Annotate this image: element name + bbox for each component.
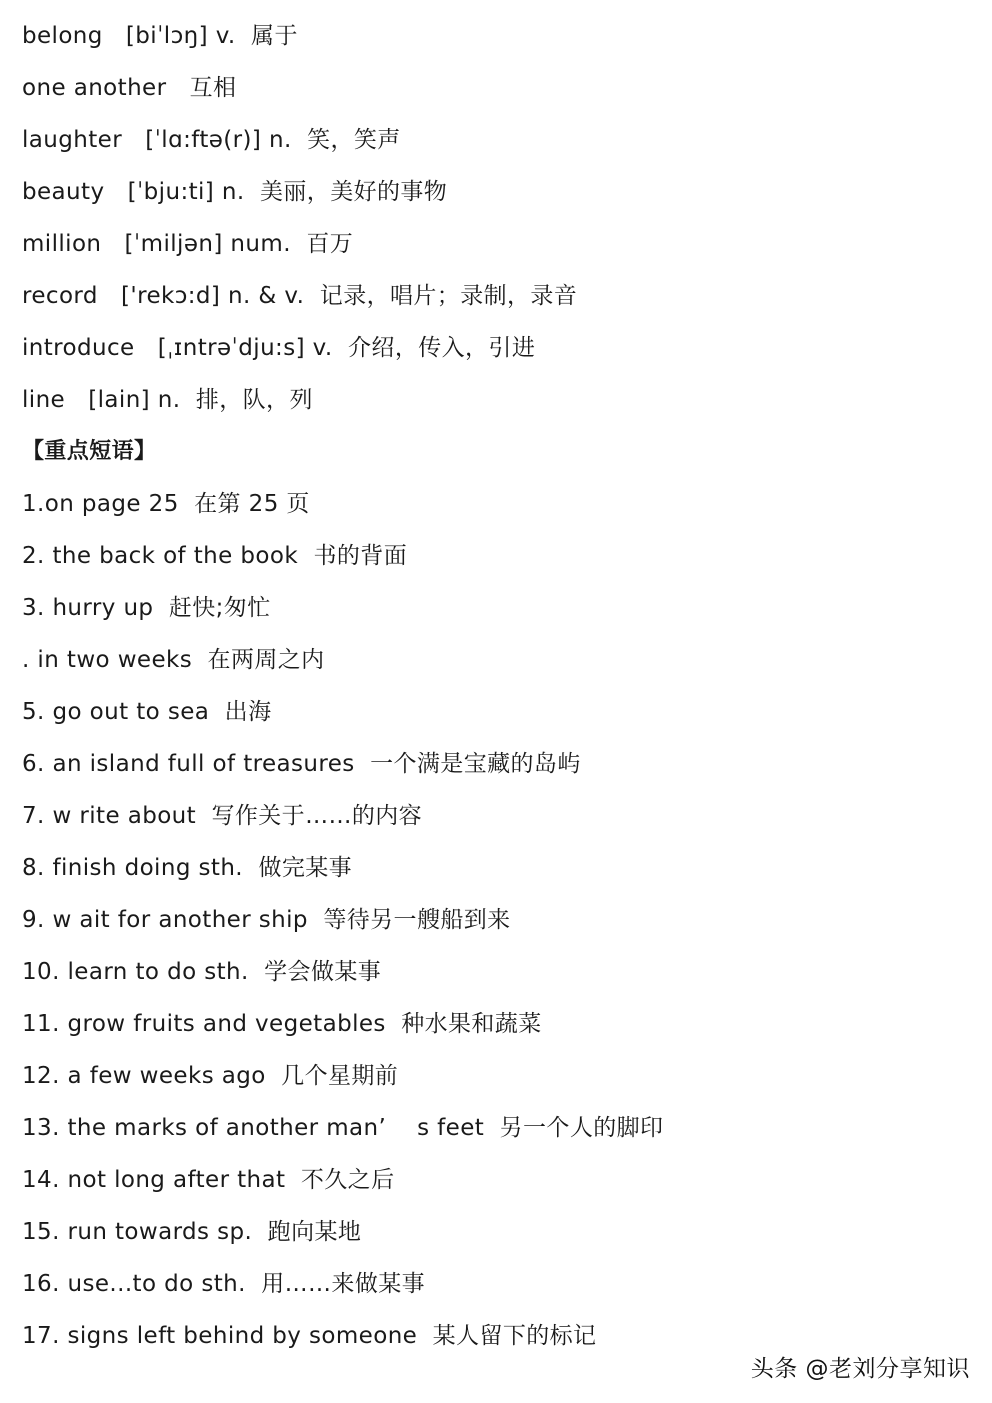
phrase-item-9: 9. w ait for another ship 等待另一艘船到来 [22,907,511,933]
phrase-item-17: 17. signs left behind by someone 某人留下的标记 [22,1323,597,1349]
phrase-item-4: . in two weeks 在两周之内 [22,647,325,673]
vocab-entry-introduce: introduce [ˌɪntrəˈdju:s] v. 介绍，传入，引进 [22,335,536,361]
vocab-entry-beauty: beauty [ˈbju:ti] n. 美丽，美好的事物 [22,179,448,205]
phrase-item-13: 13. the marks of another man’ s feet 另一个人的脚印 [22,1115,664,1141]
vocab-entry-one-another: one another 互相 [22,75,237,101]
vocab-entry-record: record ['rekɔ:d] n. & v. 记录，唱片；录制，录音 [22,283,578,309]
phrase-item-2: 2. the back of the book 书的背面 [22,543,408,569]
vocab-entry-million: million [ˈmiljən] num. 百万 [22,231,354,257]
watermark: 头条 @老刘分享知识 [750,1356,970,1382]
phrase-item-11: 11. grow fruits and vegetables 种水果和蔬菜 [22,1011,542,1037]
phrase-item-12: 12. a few weeks ago 几个星期前 [22,1063,399,1089]
phrase-item-5: 5. go out to sea 出海 [22,699,272,725]
phrase-item-15: 15. run towards sp. 跑向某地 [22,1219,362,1245]
vocab-entry-belong: belong [biˈlɔŋ] v. 属于 [22,23,298,49]
document-page [22,12,972,1364]
phrase-item-3: 3. hurry up 赶快;匆忙 [22,595,271,621]
phrase-item-10: 10. learn to do sth. 学会做某事 [22,959,382,985]
phrase-item-8: 8. finish doing sth. 做完某事 [22,855,353,881]
section-heading-key-phrases: 【重点短语】 [22,439,157,464]
phrase-item-7: 7. w rite about 写作关于……的内容 [22,803,423,829]
vocab-entry-laughter: laughter [ˈlɑ:ftə(r)] n. 笑，笑声 [22,127,401,153]
phrase-item-14: 14. not long after that 不久之后 [22,1167,395,1193]
phrase-item-6: 6. an island full of treasures 一个满是宝藏的岛屿 [22,751,581,777]
phrase-item-16: 16. use...to do sth. 用……来做某事 [22,1271,426,1297]
phrase-item-1: 1.on page 25 在第 25 页 [22,491,310,517]
vocab-entry-line: line [lain] n. 排，队，列 [22,387,313,413]
